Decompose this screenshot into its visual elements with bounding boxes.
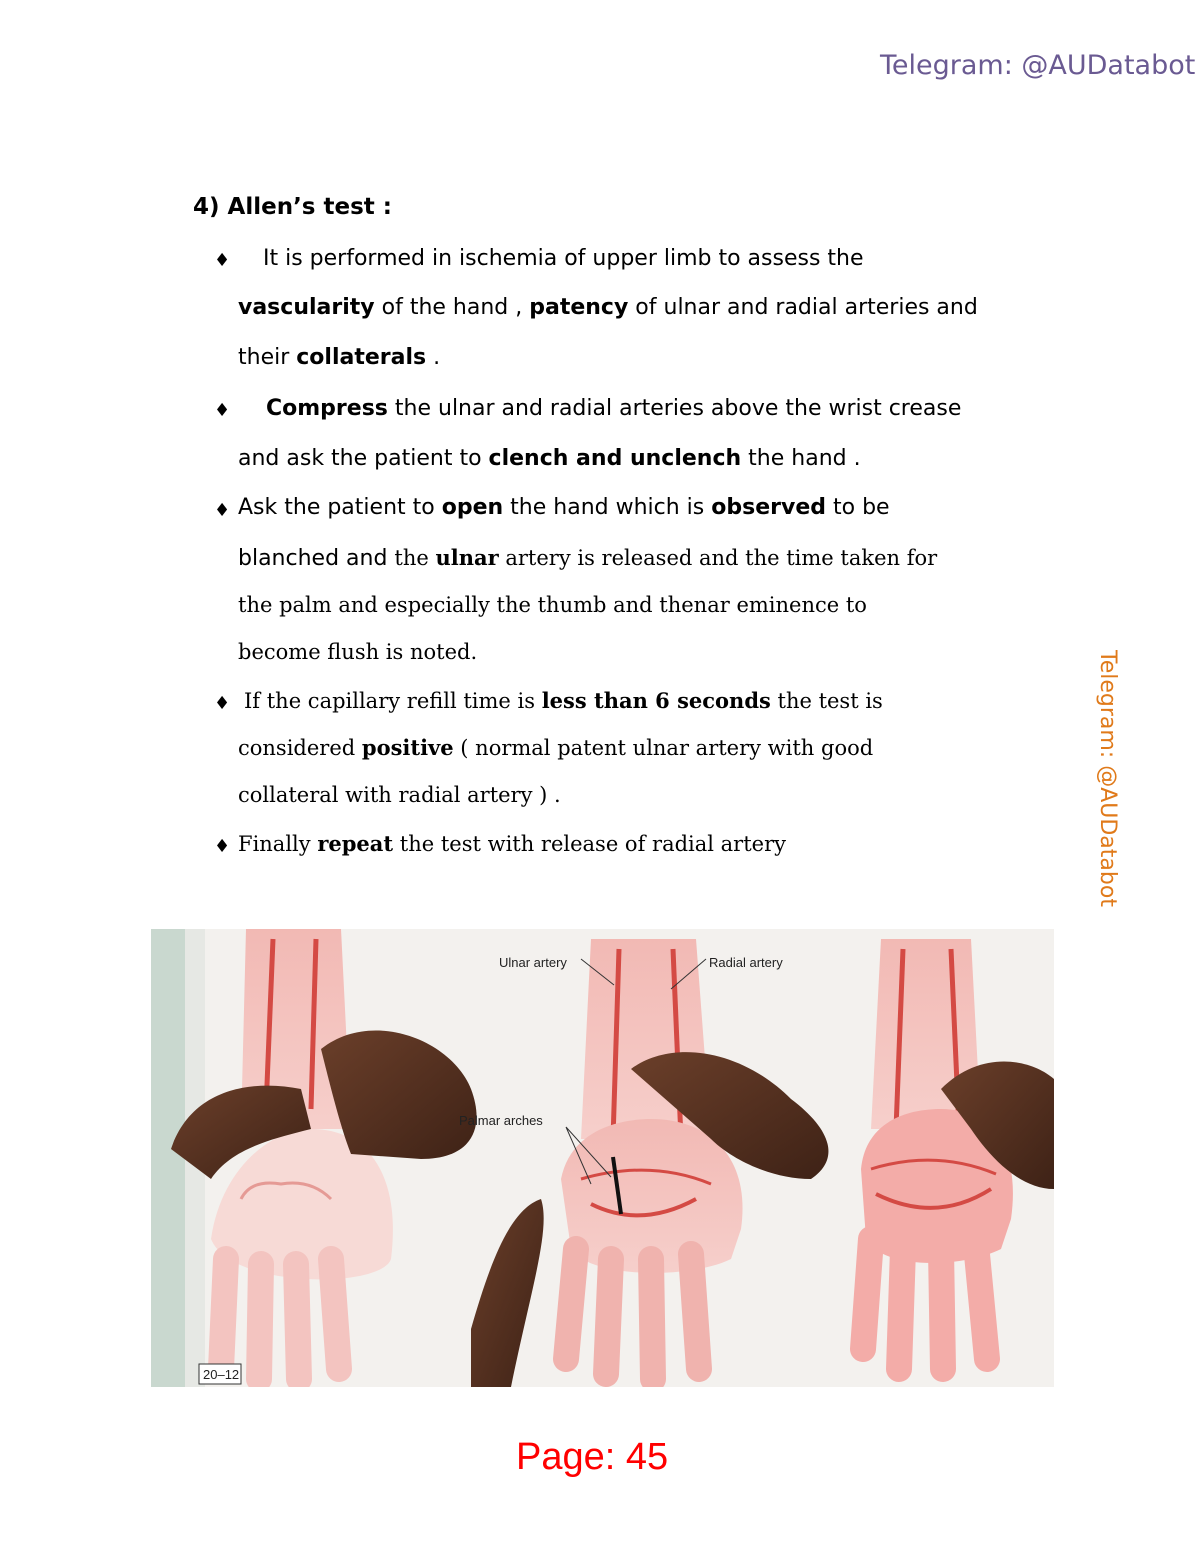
bullet-icon: ♦ xyxy=(214,836,231,857)
para1-line3 xyxy=(238,345,440,370)
text-span: . xyxy=(426,345,441,370)
bullet-icon: ♦ xyxy=(214,500,231,521)
text-span: the test with release of radial artery xyxy=(393,832,786,856)
text-span: and ask the patient to xyxy=(238,446,489,471)
term-repeat: repeat xyxy=(317,831,394,856)
term-collaterals: collaterals xyxy=(296,345,427,370)
bullet-icon: ♦ xyxy=(214,250,231,271)
text-span: the hand which is xyxy=(503,495,712,520)
text-span: ( normal patent ulnar artery with good xyxy=(453,736,874,760)
para2-line2 xyxy=(238,446,861,471)
para4-line3: collateral with radial artery ) . xyxy=(238,783,561,807)
bullet-icon: ♦ xyxy=(214,693,231,714)
text-span: Ask the patient to xyxy=(238,495,442,520)
panel-clenched-fist xyxy=(171,929,477,1384)
text-span: the test is xyxy=(770,689,883,713)
label-radial-artery: Radial artery xyxy=(709,955,783,970)
bullet-icon: ♦ xyxy=(214,400,231,421)
section-heading: 4) Allen’s test : xyxy=(193,194,392,220)
allens-test-illustration xyxy=(151,929,1054,1387)
figure-number: 20–12 xyxy=(203,1367,240,1382)
panel-radial-release xyxy=(861,939,1054,1369)
text-span: Finally xyxy=(238,832,318,856)
text-span: to be xyxy=(826,495,890,520)
text-span: of ulnar and radial arteries and xyxy=(628,295,978,320)
text-span: the ulnar and radial arteries above the wrist crease xyxy=(387,396,962,421)
term-positive: positive xyxy=(361,735,454,760)
para2-line1 xyxy=(266,396,961,421)
text-span: If the capillary refill time is xyxy=(244,689,542,713)
text-span: considered xyxy=(238,736,362,760)
term-open: open xyxy=(441,495,504,520)
text-span: of the hand , xyxy=(374,295,530,320)
watermark-side: Telegram: @AUDatabot xyxy=(1095,650,1120,907)
para4-line2 xyxy=(238,735,873,760)
text-span: blanched and xyxy=(238,546,395,571)
term-compress: Compress xyxy=(266,396,388,421)
para1-line2 xyxy=(238,295,978,320)
label-palmar-arches: Palmar arches xyxy=(459,1113,543,1128)
para1-line1: It is performed in ischemia of upper limb to assess the xyxy=(263,246,864,271)
para3-line3: the palm and especially the thumb and thenar eminence to xyxy=(238,593,867,617)
term-observed: observed xyxy=(711,495,826,520)
text-span: the hand . xyxy=(741,446,861,471)
term-patency: patency xyxy=(529,295,629,320)
para3-line1 xyxy=(238,495,890,520)
term-ulnar: ulnar xyxy=(435,545,499,570)
illustration-svg xyxy=(151,929,1054,1387)
book-edge xyxy=(151,929,185,1387)
term-less-than-6-seconds: less than 6 seconds xyxy=(541,688,771,713)
para4-line1 xyxy=(244,688,883,713)
panel-ulnar-release xyxy=(471,939,828,1387)
page-number: Page: 45 xyxy=(516,1436,669,1478)
label-ulnar-artery: Ulnar artery xyxy=(499,955,567,970)
para3-line4: become flush is noted. xyxy=(238,640,478,664)
text-span: artery is released and the time taken for xyxy=(498,546,938,570)
term-vascularity: vascularity xyxy=(238,295,375,320)
para5-line1 xyxy=(238,831,786,856)
watermark-top: Telegram: @AUDatabot xyxy=(880,50,1196,81)
term-clench: clench and unclench xyxy=(488,446,742,471)
text-span: their xyxy=(238,345,297,370)
text-span: the xyxy=(394,546,436,570)
para3-line2 xyxy=(238,545,937,571)
